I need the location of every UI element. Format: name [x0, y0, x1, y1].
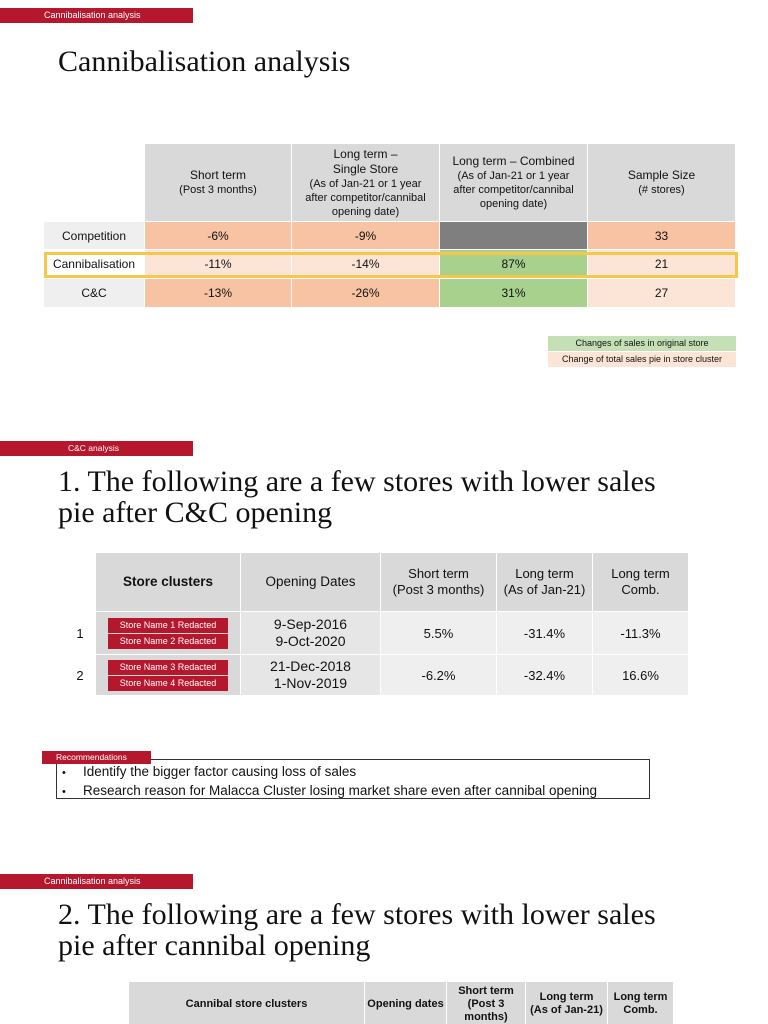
- table-row: [44, 279, 736, 308]
- cell-value: -6%: [145, 222, 292, 250]
- legend-peach: Change of total sales pie in store cluster: [548, 352, 736, 367]
- store-name-label: Store Name 1 Redacted: [108, 618, 228, 633]
- store-cluster-cell: [96, 655, 241, 696]
- header-opening-dates: Opening Dates: [241, 553, 381, 612]
- cell-value: -6.2%: [381, 655, 497, 696]
- table-row: [44, 250, 736, 279]
- row-index: 1: [65, 612, 96, 655]
- header-long-term-comb: Long term Comb.: [593, 553, 689, 612]
- cell-value: -26%: [292, 279, 440, 308]
- cell-value: 31%: [440, 279, 588, 308]
- header-short-term: Short term (Post 3 months): [145, 144, 292, 222]
- legend-green: Changes of sales in original store: [548, 336, 736, 351]
- recommendations-list: [62, 763, 597, 801]
- store-name-label: Store Name 4 Redacted: [108, 676, 228, 691]
- header-long-term-comb: Long term Comb.: [608, 982, 674, 1024]
- header-long-term-single: Long term – Single Store (As of Jan-21 or 1 year after competitor/cannibal opening date): [292, 144, 440, 222]
- cell-value: -11.3%: [593, 612, 689, 655]
- cell-value: -13%: [145, 279, 292, 308]
- section-tag: C&C analysis: [0, 441, 193, 456]
- cell-value: -9%: [292, 222, 440, 250]
- cannibalisation-table: [44, 144, 736, 308]
- store-cluster-cell: [96, 612, 241, 655]
- cell-value: 16.6%: [593, 655, 689, 696]
- cell-value: 5.5%: [381, 612, 497, 655]
- header-long-term-combined: Long term – Combined (As of Jan-21 or 1 year after competitor/cannibal opening date): [440, 144, 588, 222]
- header-long-term: Long term (As of Jan-21): [497, 553, 593, 612]
- cell-value: 87%: [440, 250, 588, 279]
- section-tag: Cannibalisation analysis: [0, 874, 193, 889]
- cell-value: 21: [588, 250, 736, 279]
- section-title: 2. The following are a few stores with lower sales pie after cannibal opening: [58, 898, 656, 962]
- cell-value: -31.4%: [497, 612, 593, 655]
- store-name-label: Store Name 3 Redacted: [108, 660, 228, 675]
- header-store-clusters: Store clusters: [96, 553, 241, 612]
- list-item: • Research reason for Malacca Cluster losing market share even after cannibal opening: [62, 782, 597, 801]
- header-long-term: Long term (As of Jan-21): [526, 982, 608, 1024]
- row-index: 2: [65, 655, 96, 696]
- list-item: • Identify the bigger factor causing loss of sales: [62, 763, 597, 782]
- corner-cell: [44, 144, 145, 222]
- header-short-term: Short term (Post 3 months): [447, 982, 526, 1024]
- row-label: Cannibalisation: [44, 250, 145, 279]
- cannibal-store-table: [129, 982, 674, 1024]
- cell-value: -32.4%: [497, 655, 593, 696]
- cell-empty: [440, 222, 588, 250]
- header-cannibal-store-clusters: Cannibal store clusters: [129, 982, 365, 1024]
- corner-cell: [65, 553, 96, 612]
- header-opening-dates: Opening dates: [365, 982, 447, 1024]
- table-row: [65, 612, 689, 655]
- recommendations-tag: Recommendations: [42, 751, 151, 764]
- opening-dates-cell: 9-Sep-2016 9-Oct-2020: [241, 612, 381, 655]
- cc-store-table: [65, 553, 689, 696]
- header-short-term: Short term (Post 3 months): [381, 553, 497, 612]
- row-label: C&C: [44, 279, 145, 308]
- cell-value: 33: [588, 222, 736, 250]
- cell-value: -14%: [292, 250, 440, 279]
- cell-value: 27: [588, 279, 736, 308]
- store-name-label: Store Name 2 Redacted: [108, 634, 228, 649]
- section-tag: Cannibalisation analysis: [0, 8, 193, 23]
- page-title: Cannibalisation analysis: [58, 45, 351, 78]
- row-label: Competition: [44, 222, 145, 250]
- section-title: 1. The following are a few stores with lower sales pie after C&C opening: [58, 465, 656, 529]
- opening-dates-cell: 21-Dec-2018 1-Nov-2019: [241, 655, 381, 696]
- header-sample-size: Sample Size (# stores): [588, 144, 736, 222]
- table-row: [65, 655, 689, 696]
- table-row: [44, 222, 736, 250]
- cell-value: -11%: [145, 250, 292, 279]
